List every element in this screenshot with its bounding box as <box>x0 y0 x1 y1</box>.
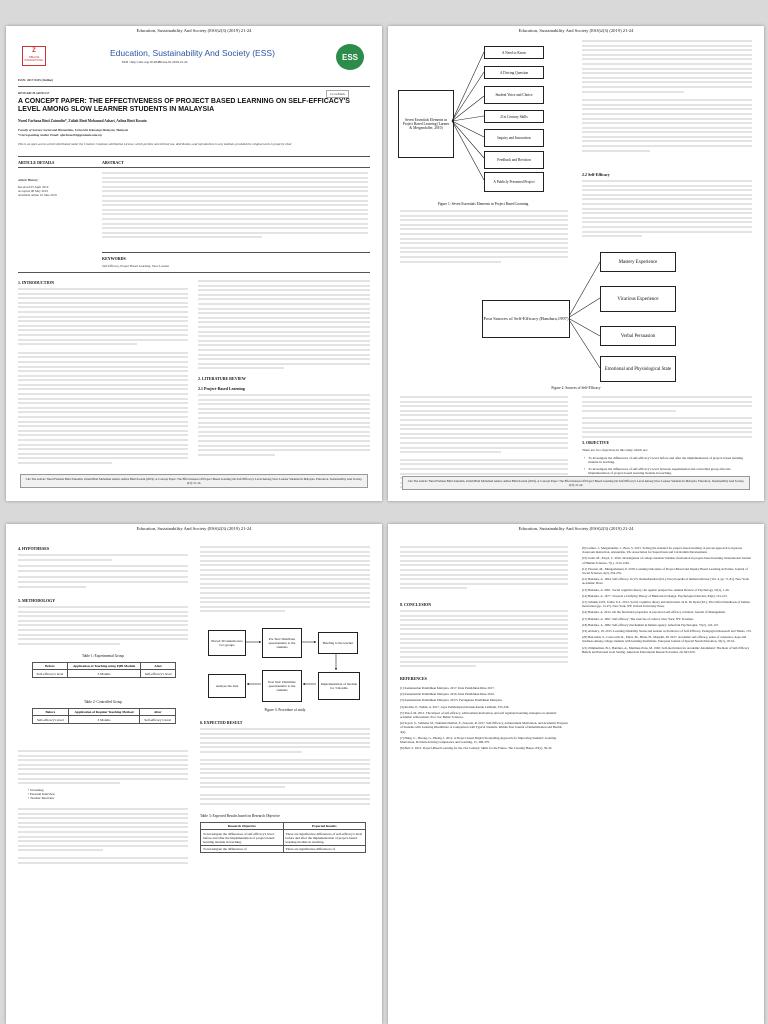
table1-header-before: Before <box>33 663 68 670</box>
instrument-parental: Parental Interview <box>30 792 55 796</box>
methodology-heading: 5. METHODOLOGY <box>18 598 56 603</box>
figure-3 <box>206 628 366 702</box>
conclusion-heading: 8. CONCLUSION <box>400 602 432 607</box>
table1-header-application: Application of Teaching using PjBl Module <box>67 663 140 670</box>
instrument-screening: Screening <box>30 788 44 792</box>
issn: ISSN: 2617-9415 (Online) <box>18 78 53 82</box>
figure1-item-driving-question: A Driving Question <box>484 66 544 79</box>
objective-heading: 3. OBJECTIVE <box>582 440 610 445</box>
keywords-heading: KEYWORDS <box>102 256 126 261</box>
figure1-item-inquiry: Inquiry and Innovation <box>484 129 544 147</box>
table3-header-objective: Research Objective <box>201 823 284 830</box>
reference: [14] Bandura, A. 1977. Towards a Unifying Theory of Behavioral Change. Psychological Review, 84(2), 191-215. <box>582 593 728 598</box>
figure1-item-voice-choice: Student Voice and Choice <box>484 86 544 104</box>
reference: [17] Bandura, A. 1997. Self-efficacy: The exercise of control. New York, NY: Freeman. <box>582 616 694 621</box>
table2-cell: 3 Months <box>68 716 140 723</box>
abstract-heading: ABSTRACT <box>102 160 124 165</box>
figure3-pretest: Pre Test: Distribute questionnaire to the students <box>262 628 302 658</box>
figure1-item-feedback: Feedback and Revision <box>484 151 544 169</box>
figure3-briefing: Briefing to the teacher <box>318 632 358 654</box>
figure-2 <box>482 250 682 384</box>
figure2-caption: Figure 2: Sources of Self-Efficacy <box>551 386 601 390</box>
self-efficacy-body <box>582 180 752 240</box>
pbl-heading: 2.1 Project-Based Learning <box>198 386 245 391</box>
reference: [11] Pasaran, M., Mungsabanaru, P. 2018. Learning Outcomes of Project-Based and Inquiry-Based Learning Activities. Journal of Social Sciences, 6(2), 252-255. <box>582 566 748 576</box>
table1-header-after: After <box>141 663 176 670</box>
reference: [21] Zimmerman, B.J., Bandura, A., Martinez-Pons, M. 1992. Self-motivation for Academic Attainment: The Role of Self-Efficacy Beliefs and Personal Goal Setting. American Educational Research Journal, 29, 663-676. <box>582 645 750 654</box>
introduction-heading: 1. INTRODUCTION <box>18 280 55 285</box>
table3-cell: There are significance differences of <box>283 845 366 852</box>
reference: [20] Ben-naim, S., Laslo-roth, R., Einav, M., Biran, H., Margalit, M. 2017. Academic self-efficacy, sense of coherence, hope and tiredness among college students with learning disabilities. European Journal of Special Needs Education, 32(1), 18-34. <box>582 635 747 644</box>
hypotheses-heading: 4. HYPOTHESES <box>18 546 50 551</box>
objective-2: To investigate the differences of self-efficacy's level between experimental and controlled group after the implementation of project-based learning module in teaching. <box>588 467 731 475</box>
table1-cell: 3 Months <box>67 670 140 677</box>
affiliation: Faculty of Science Social and Humanities, Universiti Teknologi Malaysia, Malaysia <box>18 128 129 132</box>
reference: [10] Gaab, M., Eloyd, C. 2010. Investigation of college students' intrinsic motivation in project-based learning. International Journal of Human Sciences, 7(1), 1152-1169. <box>582 556 751 565</box>
sample-body <box>18 750 188 787</box>
table2-header-after: After <box>140 709 176 716</box>
reference: [6] Seyed, S., Salmani, M., Wahdani Nezhad, F., Norouzi, R. 2017. Self-Efficacy, Achievement Motivation, and Academic Progress of Students with Learning Disabilities: A Comparison with Typical Students. Middle East Journal of Rehabilitation and Health, 4(2). <box>400 721 568 734</box>
running-head: Education, Sustainability And Society (ESS)2(3) (2019) 21-24 <box>136 526 252 531</box>
self-efficacy-heading: 2.2 Self-Efficacy <box>582 172 610 177</box>
instrument-list: • Screening • Parental Interview • Teacher Interview <box>28 788 55 800</box>
table3-caption: Table 3: Expected Results based on Research Objective <box>200 814 280 818</box>
figure1-caption: Figure 1: Seven Essentials Elements in Project Based Learning <box>437 202 529 206</box>
table1-caption: Table 1: Experimental Group <box>82 654 124 658</box>
figure2-vicarious: Vicarious Experience <box>600 286 676 312</box>
cite-box: Cite The Article: Nurul Farhana Binti Zainudin, Zaliah Binti Mohamad Ashari, Azlina Binti Kosnin (2019). A Concept Paper: The Effectiveness Of Project Based Learning On Self-Efficacy's Level Among Slow Learner Students In Malaysia. Education, Sustainability And Society, 2(3): 21-24. <box>402 476 750 490</box>
table2-header-before: Before <box>33 709 69 716</box>
reference: [1] Kementerian Pendidikan Malaysia. 2017. Data Pendidikan Khas 2017. <box>400 686 495 690</box>
reference: [9] Larmer, J., Mergendoller, J., Boss, S. 2015. Setting the standard for project-based learning: A proven approach to rigorous classroom instruction. Alexandria, VA: Association for Supervision and Curriculum Development. <box>582 546 742 555</box>
references-right <box>582 546 752 656</box>
corresponding-author: *Corresponding Author Email: nfarhana261@graduate.utm.my <box>18 133 103 137</box>
authors: Nurul Farhana Binti Zainudin*, Zaliah Binti Mohamad Ashari, Azlina Binti Kosnin <box>18 119 147 123</box>
figure1-item-21st-century: 21st Century Skills <box>484 110 544 123</box>
article-type: RESEARCH ARTICLE <box>18 91 50 95</box>
ess-logo: ESS <box>336 44 364 70</box>
references-left <box>400 686 568 752</box>
running-head: Education, Sustainability And Society (ESS)2(3) (2019) 21-24 <box>518 526 634 531</box>
figure-1 <box>398 40 564 196</box>
abstract-body <box>102 172 368 241</box>
introduction-body <box>18 288 188 467</box>
objective-1: To investigate the differences of self-efficacy's level before and after the implementation of project-based learning module in teaching. <box>588 456 744 464</box>
instrument-body <box>18 808 188 866</box>
figure2-mastery: Mastery Experience <box>600 252 676 272</box>
table2-caption: Table 2: Controlled Group <box>84 700 122 704</box>
doi[interactable]: DOI : http://doi.org/10.26480/ess.01.2019.21.24 <box>122 60 188 64</box>
table2-header-application: Application of Regular Teaching Method <box>68 709 140 716</box>
table-1 <box>32 662 176 678</box>
expected-result-heading: 6. EXPECTED RESULT <box>200 720 243 725</box>
figure1-center-box: Seven Essentials Elements in Project Based Learning (Larmer & Mergendoller, 2010) <box>398 90 454 158</box>
figure3-implementation: Implementation of module for 3 months <box>318 672 360 700</box>
table3-cell: To investigate the differences of <box>201 845 284 852</box>
table-2 <box>32 708 176 724</box>
instrument-teacher: Teacher Interview <box>29 796 55 800</box>
reference: [7] Hung, C., Hwang, G., Huang, I. 2012. A Project-based Digital Storytelling Approach for Improving Students' Learning Motivation, Problem-Solving Competence and Learning, 15, 368-379. <box>400 735 557 745</box>
figure1-item-need-to-know: A Need to Know <box>484 46 544 59</box>
reference: [18] Bandura, A. 1982. Self-efficacy mechanism in human agency. American Psychologist, 37(2), 122-147. <box>582 622 719 627</box>
reference: [4] Rodina, P., Wahid, A. 2017. Gaya Pembelajaran Kanak-Kanak Lembam, 335-346. <box>400 704 510 709</box>
figure2-verbal: Verbal Persuasion <box>600 326 676 346</box>
p2-col2-text <box>582 40 752 154</box>
table1-cell: Self-efficacy's level <box>141 670 176 677</box>
references-heading: REFERENCES <box>400 676 427 681</box>
article-details-heading: ARTICLE DETAILS <box>18 160 55 165</box>
crossmark-badge[interactable]: CrossMark <box>326 90 349 98</box>
reference: [5] Yusof, M. 2012. The impact of self-efficacy, achievement motivation, and self regulated learning strategies on students' academic achievement. Proc Soc Behav Sciences. <box>400 710 557 720</box>
reference: [3] Kementerian Pendidikan Malaysia. 2017i. Perangkaan Pendidikan Malaysia. <box>400 698 503 703</box>
reference: [19] Aldosiry, 18. 2015. Learning Disability Status and Gender as Predictors of Self-Efficacy. Pedagogical Research and Thesis, 155. <box>582 629 752 634</box>
hypotheses-body <box>18 554 188 590</box>
reference: [8] Bell, S. 2010. Project-Based Learning for the 21st Century: Skills for the Future. The Clearing House, 83(1), 39-43. <box>400 746 553 751</box>
table1-cell: Self-efficacy's level <box>33 670 68 677</box>
table3-header-results: Expected Results <box>283 823 366 830</box>
table2-cell: Self-efficacy's level <box>33 716 69 723</box>
table2-cell: Self-efficacy's level <box>140 716 176 723</box>
zibeline-logo: Z ZIBELINE INTERNATIONAL <box>22 46 46 66</box>
figure3-placed: Placed 30 students into two groups <box>208 630 246 656</box>
running-head: Education, Sustainability And Society (ESS)2(3) (2019) 21-24 <box>518 28 634 33</box>
methodology-body <box>18 606 188 647</box>
journal-title[interactable]: Education, Sustainability And Society (ESS) <box>110 48 275 58</box>
objective-intro: There are two objectives in this study which are: <box>582 448 648 452</box>
figure3-analyse: Analyse the data <box>208 674 246 698</box>
reference: [13] Bandura, A. 2001. Social cognitive theory: An agentic perspective. Annual Review of Psychology, 52(1), 1-26. <box>582 587 730 592</box>
page-4 <box>388 524 764 1024</box>
running-head: Education, Sustainability And Society (ESS)2(3) (2019) 21-24 <box>136 28 252 33</box>
page-1 <box>6 26 382 501</box>
objective-list: • To investigate the differences of self-efficacy's level before and after the implementation of project-based learning module in teaching. • To investigate the differences of self-efficacy's level between experimental and controlled group after the implementation of project-based learning module in teaching. <box>584 456 752 475</box>
conclusion-body <box>400 610 568 670</box>
page-2 <box>388 26 764 501</box>
reference: [15] Schunk, D.H., Usher, E.L. 2012. Social cognitive theory and motivation. In R. M. Ryan (Ed.), The Oxford handbook of human motivation (pp. 13-27). New York, NY: Oxford University Press. <box>582 600 750 609</box>
figure1-item-public-project: A Publicly Presented Project <box>484 172 544 192</box>
article-history: Article History: Received 05 April 2019 Accepted 08 May 2019 Available online 10 June 2019 <box>18 178 57 197</box>
table-3 <box>200 822 366 853</box>
expected-result-body <box>200 728 370 808</box>
p4-col1-text <box>400 546 568 592</box>
literature-review-heading: 2. LITERATURE REVIEW <box>198 376 246 381</box>
article-title: A CONCEPT PAPER: THE EFFECTIVENESS OF PROJECT BASED LEARNING ON SELF-EFFICACY'S LEVEL AMONG SLOW LEARNER STUDENTS IN MALAYSIA <box>18 98 350 114</box>
cite-box: Cite The Article: Nurul Farhana Binti Zainudin, Zaliah Binti Mohamad Ashari, Azlina Binti Kosnin (2019). A Concept Paper: The Effectiveness Of Project Based Learning On Self-Efficacy's Level Among Slow Learner Students In Malaysia. Education, Sustainability And Society, 2(3): 21-24. <box>20 474 368 488</box>
figure3-posttest: Post Test: Distribute questionnaire to the students <box>262 670 302 702</box>
page-3 <box>6 524 382 1024</box>
p3-col2-text <box>200 546 370 615</box>
figure2-emotional: Emotional and Physiological State <box>600 356 676 382</box>
table3-cell: To investigate the differences of self-efficacy's level before and after the implementation of project-based learning module in teaching. <box>201 830 284 845</box>
column-2-body <box>198 280 370 372</box>
figure3-caption: Figure 3: Procedure of study <box>264 708 306 712</box>
license-note: This is an open access article distributed under the Creative Commons Attribution License, which permits unrestricted use, distribution, and reproduction in any medium, provided the original work is properly cited <box>18 142 292 146</box>
keywords: Self-Efficacy, Project Based Learning, Slow Learner <box>102 264 170 268</box>
pbl-body <box>198 394 370 458</box>
p2-lower-col2 <box>582 396 752 440</box>
figure2-center-box: Four Sources of Self-Efficacy (Bandura,1997) <box>482 300 570 338</box>
table3-cell: There are significance differences of self-efficacy's level before and after the implementation of project-based learning module in teaching. <box>283 830 366 845</box>
reference: [16] Bandura, A. 2012. On the functional properties of perceived self-efficacy revisited. Journal of Management. <box>582 610 726 615</box>
reference: [2] Kementerian Pendidikan Malaysia. 2016. Data Pendidikan Khas 2016. <box>400 692 495 697</box>
reference: [12] Bandura, A. 1994. Self-efficacy. In V.S. Ramachaudran (Ed.), Encyclopedia of human behavior (Vol. 4, pp. 71-81). New York: Academic Press. <box>582 577 750 586</box>
